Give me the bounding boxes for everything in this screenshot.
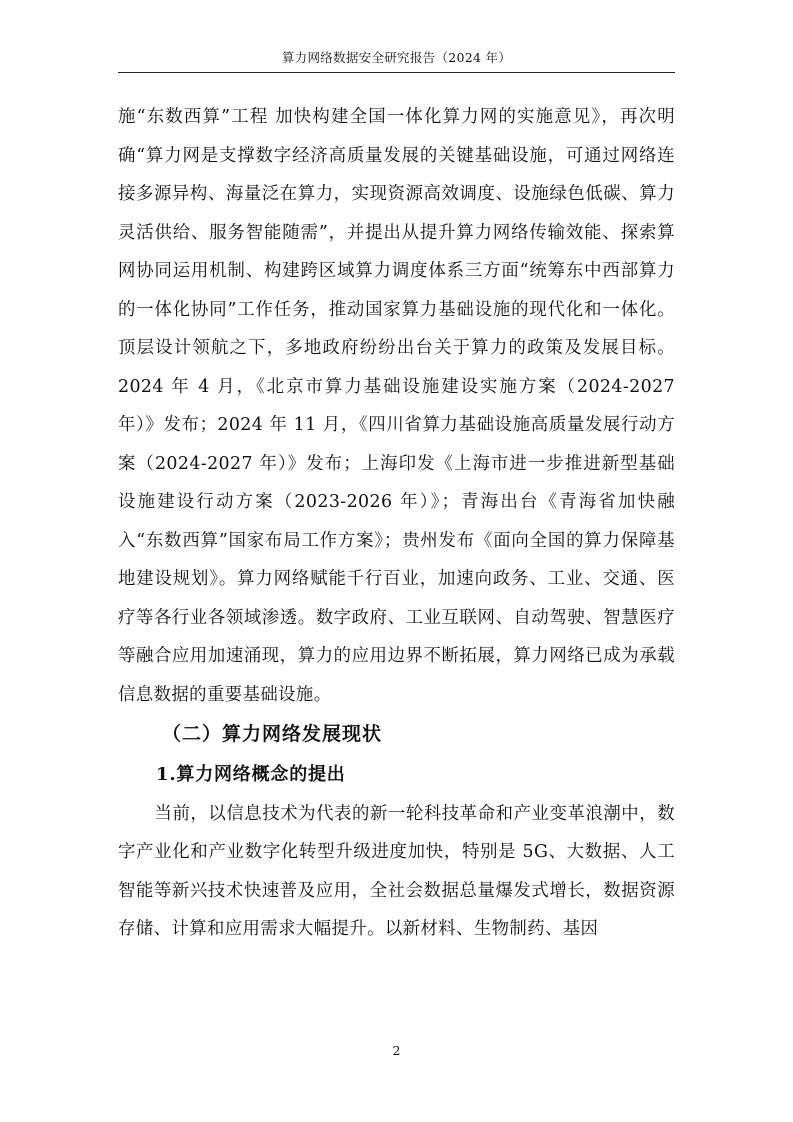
body-paragraph: 当前，以信息技术为代表的新一轮科技革命和产业变革浪潮中，数字产业化和产业数字化转型升级进度加快，特别是 5G、大数据、人工智能等新兴技术快速普及应用，全社会数据总量爆发式增长，数据资源存储、计算和应用需求大幅提升。以新材料、生物制药、基因 [118, 803, 675, 939]
running-header: 算力网络数据安全研究报告（2024 年） [281, 50, 512, 65]
document-body [118, 98, 675, 949]
section-heading: （二）算力网络发展现状 [162, 722, 383, 745]
header-divider [118, 72, 675, 73]
page-number: 2 [392, 1043, 401, 1058]
subsection-heading: 1.算力网络概念的提出 [156, 764, 346, 785]
body-paragraph: 施“东数西算”工程 加快构建全国一体化算力网的实施意见》，再次明确“算力网是支撑数字经济高质量发展的关键基础设施，可通过网络连接多源异构、海量泛在算力，实现资源高效调度、设施绿色低碳、算力灵活供给、服务智能随需”，并提出从提升算力网络传输效能、探索算网协同运用机制、构建跨区域算力调度体系三方面“统筹东中西部算力的一体化协同”工作任务，推动国家算力基础设施的现代化和一体化。顶层设计领航之下，多地政府纷纷出台关于算力的政策及发展目标。2024 年 4 月，《北京市算力基础设施建设实施方案（2024-2027 年）》发布；2024 年 11 月，《四川省算力基础设施高质量发展行动方案（2024-2027 年）》发布；上海印发《上海市进一步推进新型基础设施建设行动方案（2023-2026 年）》；青海出台《青海省加快融入“东数西算”国家布局工作方案》；贵州发布《面向全国的算力保障基地建设规划》。算力网络赋能千行百业，加速向政务、工业、交通、医疗等各行业各领域渗透。数字政府、工业互联网、自动驾驶、智慧医疗等融合应用加速涌现，算力的应用边界不断拓展，算力网络已成为承载信息数据的重要基础设施。 [118, 107, 675, 705]
